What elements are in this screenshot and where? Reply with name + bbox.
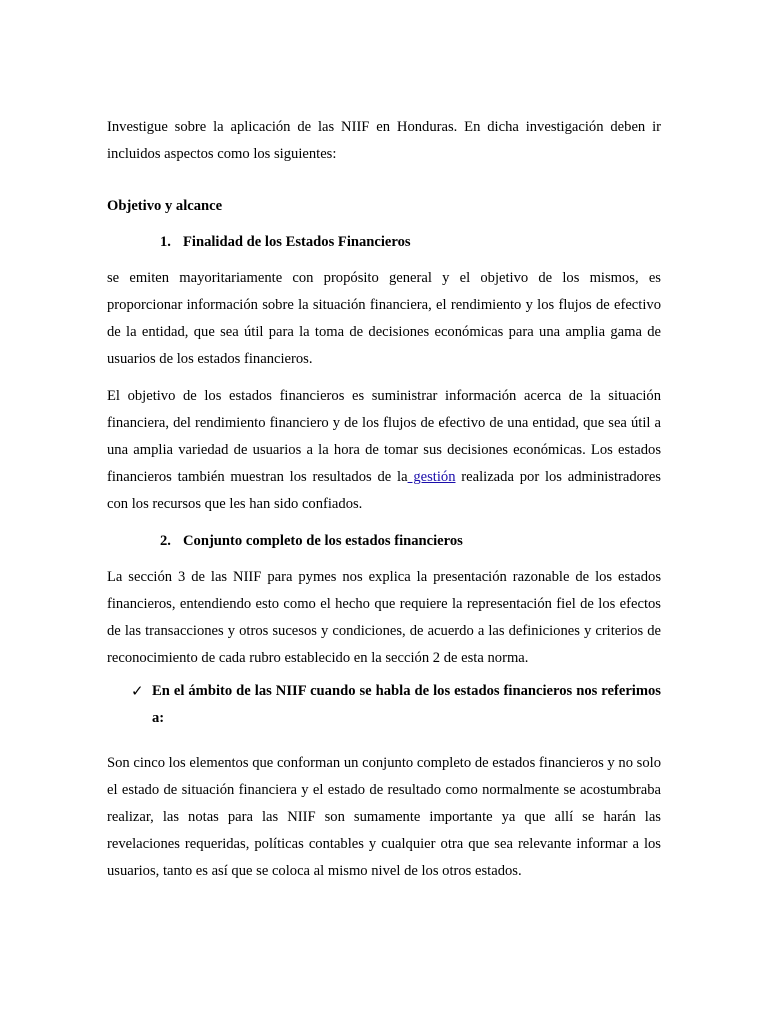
intro-paragraph: Investigue sobre la aplicación de las NIIF en Honduras. En dicha investigación deben ir incluidos aspectos como los siguientes: bbox=[107, 119, 661, 162]
paragraph-objetivo bbox=[107, 383, 661, 518]
checkmark-icon: ✓ bbox=[131, 682, 144, 700]
paragraph-text: El objetivo de los estados financieros es suministrar información acerca de la situación financiera, del rendimiento financiero y de los flujos de efectivo de una entidad, que sea útil a una amplia variedad de usuarios a la hora de tomar sus decisiones económicas. Los estados financieros también muestran los resultados de la bbox=[107, 388, 661, 485]
heading-title: Finalidad de los Estados Financieros bbox=[183, 234, 411, 250]
paragraph-finalidad: se emiten mayoritariamente con propósito general y el objetivo de los mismos, es proporcionar información sobre la situación financiera, el rendimiento y los flujos de efectivo de la entidad, que sea útil para la toma de decisiones económicas para una amplia gama de usuarios de los estados financieros. bbox=[107, 270, 661, 367]
paragraph-text: realizada por los administradores con los recursos que les han sido confiados. bbox=[107, 469, 661, 512]
heading-number: 2. bbox=[160, 533, 171, 549]
heading-number: 1. bbox=[160, 234, 171, 250]
document-page bbox=[107, 114, 661, 885]
numbered-heading-1 bbox=[107, 229, 661, 256]
paragraph-conjunto: La sección 3 de las NIIF para pymes nos explica la presentación razonable de los estados financieros, entendiendo esto como el hecho que requiere la representación fiel de los efectos de las transacciones y otros sucesos y condiciones, de acuerdo a las definiciones y criterios de reconocimiento de cada rubro establecido en la sección 2 de esta norma. bbox=[107, 569, 661, 666]
paragraph-elementos: Son cinco los elementos que conforman un conjunto completo de estados financieros y no solo el estado de situación financiera y el estado de resultado como normalmente se acostumbraba realizar, las notas para las NIIF son sumamente importante ya que allí se harán las revelaciones requeridas, políticas contables y cualquier otra que sea relevante informar a los usuarios, tanto es así que se coloca al mismo nivel de los otros estados. bbox=[107, 755, 661, 879]
numbered-heading-2 bbox=[107, 528, 661, 555]
gestion-link[interactable]: gestión bbox=[407, 469, 456, 485]
checklist-text: En el ámbito de las NIIF cuando se habla de los estados financieros nos referimos a: bbox=[152, 683, 661, 726]
checklist-item bbox=[107, 678, 661, 732]
section-heading-objetivo: Objetivo y alcance bbox=[107, 198, 223, 214]
heading-title: Conjunto completo de los estados financieros bbox=[183, 533, 463, 549]
